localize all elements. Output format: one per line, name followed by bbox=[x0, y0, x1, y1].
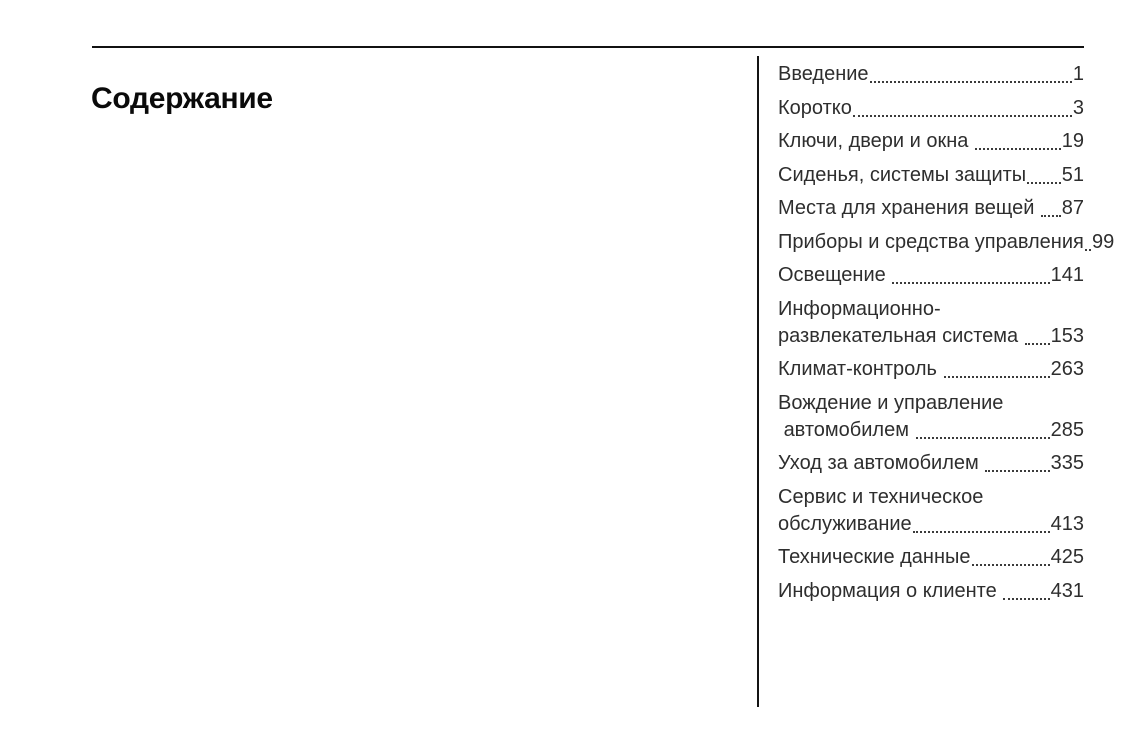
toc-page-number: 51 bbox=[1061, 163, 1084, 186]
toc-entry-title: Освещение bbox=[778, 264, 892, 286]
vertical-divider-rule bbox=[757, 56, 759, 707]
dot-leader bbox=[892, 262, 1049, 284]
toc-entry bbox=[778, 262, 1084, 289]
toc-line bbox=[778, 128, 1084, 155]
toc-line bbox=[778, 162, 1084, 189]
toc-line bbox=[778, 195, 1084, 222]
toc-entry-title: Информационно- bbox=[778, 297, 941, 320]
dot-leader bbox=[944, 356, 1050, 378]
toc-entry bbox=[778, 578, 1084, 605]
toc-line bbox=[778, 578, 1084, 605]
toc-entry bbox=[778, 95, 1084, 122]
toc-entry-title: Технические данные bbox=[778, 546, 971, 568]
dot-leader bbox=[870, 61, 1072, 83]
toc-entry bbox=[778, 390, 1084, 444]
toc-line bbox=[778, 323, 1084, 350]
dot-leader bbox=[972, 544, 1050, 566]
dot-leader bbox=[1027, 162, 1061, 184]
toc-page-number: 1 bbox=[1072, 63, 1084, 85]
toc-page-number: 335 bbox=[1050, 452, 1084, 474]
toc-entry-title: Ключи, двери и окна bbox=[778, 130, 974, 152]
toc-entry-title: Вождение и управление bbox=[778, 391, 1004, 414]
toc-page-number: 3 bbox=[1072, 96, 1084, 119]
toc-page-number: 263 bbox=[1050, 358, 1084, 380]
toc-line bbox=[778, 95, 1084, 122]
dot-leader bbox=[1041, 195, 1061, 217]
toc-line bbox=[778, 262, 1084, 289]
toc-line bbox=[778, 511, 1084, 538]
toc-entry-title: автомобилем bbox=[778, 418, 915, 441]
toc-line bbox=[778, 450, 1084, 477]
toc-entry bbox=[778, 128, 1084, 155]
toc-line bbox=[778, 61, 1084, 88]
toc-entry bbox=[778, 61, 1084, 88]
toc-entry-title: Коротко bbox=[778, 96, 852, 119]
dot-leader bbox=[913, 511, 1050, 533]
toc-line bbox=[778, 229, 1115, 256]
toc-entry-title: Климат-контроль bbox=[778, 358, 943, 380]
toc-page-number: 153 bbox=[1050, 324, 1084, 347]
dot-leader bbox=[975, 128, 1061, 150]
toc-line bbox=[778, 390, 1084, 417]
dot-leader bbox=[916, 417, 1050, 439]
toc-page-number: 285 bbox=[1050, 418, 1084, 441]
toc-entry-title: обслуживание bbox=[778, 512, 912, 535]
toc-entry-title: Приборы и средства управления bbox=[778, 230, 1090, 253]
toc-entry bbox=[778, 195, 1084, 222]
toc-page-number: 87 bbox=[1061, 197, 1084, 219]
toc-entry bbox=[778, 356, 1084, 383]
toc-entry-title: Сиденья, системы защиты bbox=[778, 163, 1027, 186]
toc-page-number: 141 bbox=[1050, 264, 1084, 286]
toc-entry bbox=[778, 450, 1084, 477]
toc-line bbox=[778, 417, 1084, 444]
toc-page-number: 99 bbox=[1092, 230, 1115, 253]
toc-entry bbox=[778, 544, 1084, 571]
toc-entry-title: Информация о клиенте bbox=[778, 579, 1003, 602]
toc-entry-title: развлекательная система bbox=[778, 324, 1024, 347]
toc-line bbox=[778, 296, 1084, 323]
dot-leader bbox=[1025, 323, 1050, 345]
toc-line bbox=[778, 356, 1084, 383]
toc-entry-title: Сервис и техническое bbox=[778, 485, 984, 508]
page-title: Содержание bbox=[91, 82, 273, 116]
toc-line bbox=[778, 544, 1084, 571]
toc-entry bbox=[778, 229, 1115, 256]
toc-page-number: 19 bbox=[1061, 130, 1084, 152]
toc-entry-title: Места для хранения вещей bbox=[778, 197, 1040, 219]
top-horizontal-rule bbox=[92, 46, 1084, 48]
toc-entry-title: Уход за автомобилем bbox=[778, 452, 985, 474]
dot-leader bbox=[1003, 578, 1049, 600]
toc-page-number: 425 bbox=[1050, 546, 1084, 568]
toc-entry-title: Введение bbox=[778, 63, 869, 85]
dot-leader bbox=[1085, 229, 1091, 251]
toc-entry bbox=[778, 296, 1084, 350]
dot-leader bbox=[853, 95, 1072, 117]
toc-entry bbox=[778, 162, 1084, 189]
toc-page-number: 413 bbox=[1050, 512, 1084, 535]
toc-list bbox=[778, 61, 1115, 611]
dot-leader bbox=[985, 450, 1049, 472]
toc-entry bbox=[778, 484, 1084, 538]
toc-page-number: 431 bbox=[1050, 579, 1084, 602]
toc-line bbox=[778, 484, 1084, 511]
